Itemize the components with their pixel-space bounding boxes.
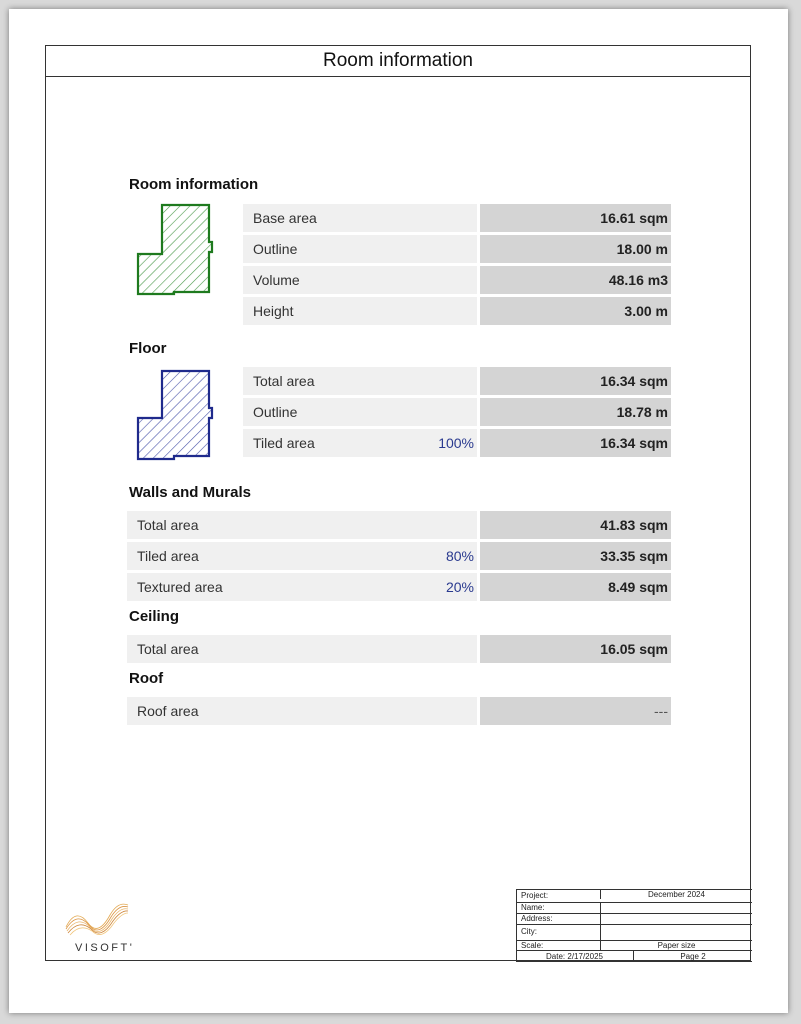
page-number: Page 2 [633, 951, 752, 962]
row-value: 3.00 m [480, 297, 671, 325]
date-text: Date: 2/17/2025 [546, 952, 603, 961]
row-value: 16.34 sqm [480, 429, 671, 457]
row-value: 16.34 sqm [480, 367, 671, 395]
project-label: Project: [521, 891, 549, 900]
row-label: Volume [243, 266, 477, 294]
project-value: December 2024 [600, 889, 752, 899]
title-block-row-scale [516, 940, 752, 950]
row-label [243, 429, 477, 457]
address-value [600, 914, 752, 924]
title-block [516, 889, 752, 962]
section-title-walls: Walls and Murals [129, 484, 251, 501]
row-label: Base area [243, 204, 477, 232]
name-label: Name: [521, 903, 545, 912]
row-label: Outline [243, 398, 477, 426]
title-block-row-date [516, 950, 752, 962]
room-outline-shape [134, 202, 214, 297]
title-block-row-city [516, 924, 752, 940]
address-label: Address: [521, 914, 553, 923]
city-value [600, 925, 752, 941]
name-value [600, 903, 752, 913]
row-value: 48.16 m3 [480, 266, 671, 294]
row-value: 33.35 sqm [480, 542, 671, 570]
row-label-text: Tiled area [253, 435, 315, 451]
section-title-roof: Roof [129, 670, 164, 687]
row-value: 8.49 sqm [480, 573, 671, 601]
title-block-row-name [516, 902, 752, 912]
row-label [127, 542, 477, 570]
row-value: 16.05 sqm [480, 635, 671, 663]
row-value: 16.61 sqm [480, 204, 671, 232]
section-title-ceiling: Ceiling [129, 608, 180, 625]
row-value: 41.83 sqm [480, 511, 671, 539]
title-block-row-address [516, 913, 752, 923]
row-label: Height [243, 297, 477, 325]
row-percent: 20% [445, 579, 474, 595]
row-value: --- [480, 697, 671, 725]
row-label: Total area [243, 367, 477, 395]
city-label: City: [521, 927, 537, 936]
row-label: Total area [127, 511, 477, 539]
row-label: Outline [243, 235, 477, 263]
title-block-row-project [516, 889, 752, 899]
row-label [127, 573, 477, 601]
floor-outline-shape [134, 368, 214, 463]
logo-text: VISOFT' [75, 942, 135, 954]
row-label-text: Tiled area [137, 548, 199, 564]
section-title-floor: Floor [129, 340, 167, 357]
row-label: Total area [127, 635, 477, 663]
scale-value: Paper size [600, 941, 752, 951]
row-value: 18.00 m [480, 235, 671, 263]
page-title: Room information [46, 46, 750, 77]
row-label-text: Textured area [137, 579, 223, 595]
scale-label: Scale: [521, 941, 544, 950]
row-label: Roof area [127, 697, 477, 725]
row-percent: 80% [445, 548, 474, 564]
section-title-room-information: Room information [129, 176, 259, 193]
row-percent: 100% [438, 435, 474, 451]
row-value: 18.78 m [480, 398, 671, 426]
